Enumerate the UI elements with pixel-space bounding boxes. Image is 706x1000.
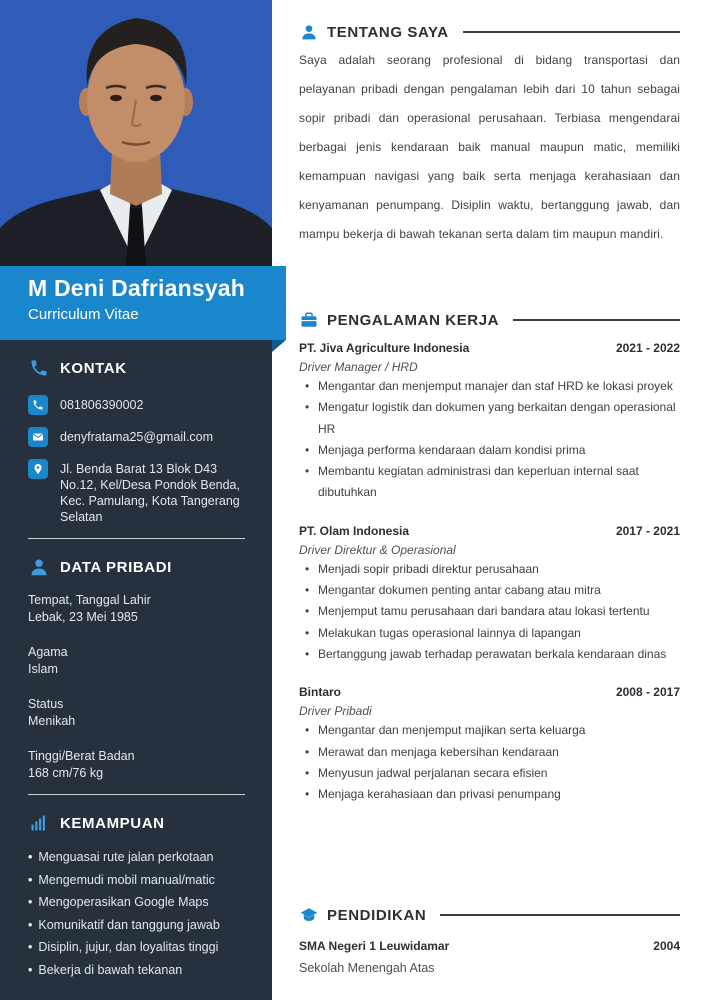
name-banner [0, 266, 286, 340]
duty-item: • Mengantar dan menjemput manajer dan staf HRD ke lokasi proyek [299, 376, 680, 397]
about-heading [299, 22, 680, 42]
job-role: Driver Pribadi [299, 704, 372, 719]
duty-item: • Bertanggung jawab terhadap perawatan berkala kendaraan dinas [299, 644, 680, 665]
skill-item: • Bekerja di bawah tekanan [28, 959, 246, 982]
skill-item: • Mengoperasikan Google Maps [28, 891, 246, 914]
contact-phone[interactable]: 081806390002 [60, 398, 144, 412]
location-pin-icon [28, 459, 48, 479]
contact-section [28, 357, 246, 525]
skills-title: KEMAMPUAN [60, 814, 165, 832]
job-company: Bintaro [299, 685, 341, 700]
document-subtitle: Curriculum Vitae [28, 306, 139, 323]
education-level: Sekolah Menengah Atas [299, 961, 435, 975]
job-period: 2021 - 2022 [615, 341, 680, 355]
about-section [299, 22, 680, 249]
duty-item: • Menjemput tamu perusahaan dari bandara atau lokasi tertentu [299, 601, 680, 622]
contact-email[interactable]: denyfratama25@gmail.com [60, 430, 214, 444]
experience-heading [299, 310, 680, 330]
field-value: Islam [28, 662, 58, 676]
job-period: 2017 - 2021 [615, 523, 680, 538]
profile-photo [0, 0, 272, 268]
job-company: PT. Olam Indonesia [299, 523, 410, 538]
skill-item: • Komunikatif dan tanggung jawab [28, 914, 246, 937]
duty-item: • Merawat dan menjaga kebersihan kendaraan [299, 742, 680, 763]
graduation-cap-icon [299, 905, 319, 925]
skills-section [28, 812, 246, 982]
user-icon [299, 22, 319, 42]
field-label: Status [28, 697, 64, 711]
job-entry [299, 341, 680, 504]
duty-item: • Mengantar dan menjemput majikan serta keluarga [299, 720, 680, 741]
contact-address-row [28, 459, 246, 525]
experience-title: PENGALAMAN KERJA [327, 311, 500, 329]
bar-chart-icon [28, 812, 50, 834]
personal-data-section [28, 556, 246, 782]
personal-fields [28, 592, 246, 782]
briefcase-icon [299, 310, 319, 330]
personal-field [28, 748, 246, 782]
about-title: TENTANG SAYA [327, 23, 449, 41]
email-icon [28, 427, 48, 447]
duty-item: • Membantu kegiatan administrasi dan keperluan internal saat dibutuhkan [299, 461, 680, 504]
job-entry [299, 685, 680, 805]
sidebar-divider [28, 794, 245, 795]
duty-item: • Menjadi sopir pribadi direktur perusahaan [299, 559, 680, 580]
graduation-year: 2004 [653, 939, 680, 953]
skills-list [28, 846, 246, 982]
job-role: Driver Manager / HRD [299, 360, 418, 374]
school-name: SMA Negeri 1 Leuwidamar [299, 939, 450, 953]
skills-heading [28, 812, 246, 834]
about-text: Saya adalah seorang profesional di bidang transportasi dan pelayanan pribadi dengan pengalaman lebih dari 10 tahun sebagai sopir pribadi dan operasional perusahaan. Terbiasa mengendarai berbagai jenis kendaraan baik manual maupun matic, memiliki kemampuan navigasi yang baik serta menjaga kerahasiaan dan kenyamanan penumpang. Disiplin waktu, bertanggung jawab, dan mampu bekerja di bawah tekanan serta dalam tim maupun mandiri. [299, 53, 680, 241]
skill-item: • Disiplin, jujur, dan loyalitas tinggi [28, 936, 246, 959]
experience-section [299, 310, 680, 805]
field-label: Tinggi/Berat Badan [28, 749, 135, 763]
field-label: Tempat, Tanggal Lahir [28, 593, 151, 607]
personal-field [28, 696, 246, 730]
heading-rule [463, 31, 680, 33]
field-value: 168 cm/76 kg [28, 766, 104, 780]
heading-rule [440, 914, 680, 916]
education-title: PENDIDIKAN [327, 906, 427, 924]
job-duties [299, 720, 680, 805]
education-section [299, 905, 680, 975]
job-period: 2008 - 2017 [615, 685, 680, 700]
contact-heading [28, 357, 246, 379]
field-value: Menikah [28, 714, 76, 728]
duty-item: • Menyusun jadwal perjalanan secara efisien [299, 763, 680, 784]
duty-item: • Mengantar dokumen penting antar cabang atau mitra [299, 580, 680, 601]
phone-icon [28, 395, 48, 415]
duty-item: • Menjaga performa kendaraan dalam kondisi prima [299, 440, 680, 461]
banner-fold [272, 340, 286, 352]
duty-item: • Mengatur logistik dan dokumen yang berkaitan dengan operasional HR [299, 397, 680, 440]
field-label: Agama [28, 645, 68, 659]
user-icon [28, 556, 50, 578]
field-value: Lebak, 23 Mei 1985 [28, 610, 138, 624]
duty-item: • Melakukan tugas operasional lainnya di lapangan [299, 623, 680, 644]
job-company: PT. Jiva Agriculture Indonesia [299, 341, 470, 355]
personal-field [28, 592, 246, 626]
skill-item: • Menguasai rute jalan perkotaan [28, 846, 246, 869]
job-entry [299, 524, 680, 665]
sidebar [0, 0, 272, 1000]
personal-data-heading [28, 556, 246, 578]
contact-title: KONTAK [60, 359, 127, 377]
job-duties [299, 376, 680, 504]
skill-item: • Mengemudi mobil manual/matic [28, 869, 246, 892]
sidebar-divider [28, 538, 245, 539]
person-name: M Deni Dafriansyah [28, 275, 246, 301]
personal-field [28, 644, 246, 678]
contact-address: Jl. Benda Barat 13 Blok D43 No.12, Kel/Desa Pondok Benda, Kec. Pamulang, Kota Tangerang Selatan [60, 462, 240, 524]
duty-item: • Menjaga kerahasiaan dan privasi penumpang [299, 784, 680, 805]
phone-icon [28, 357, 50, 379]
contact-phone-row [28, 395, 246, 415]
heading-rule [513, 319, 680, 321]
personal-data-title: DATA PRIBADI [60, 558, 172, 576]
job-role: Driver Direktur & Operasional [299, 542, 456, 557]
job-duties [299, 559, 680, 665]
education-heading [299, 905, 680, 925]
contact-email-row [28, 427, 246, 447]
education-entry [299, 939, 680, 953]
